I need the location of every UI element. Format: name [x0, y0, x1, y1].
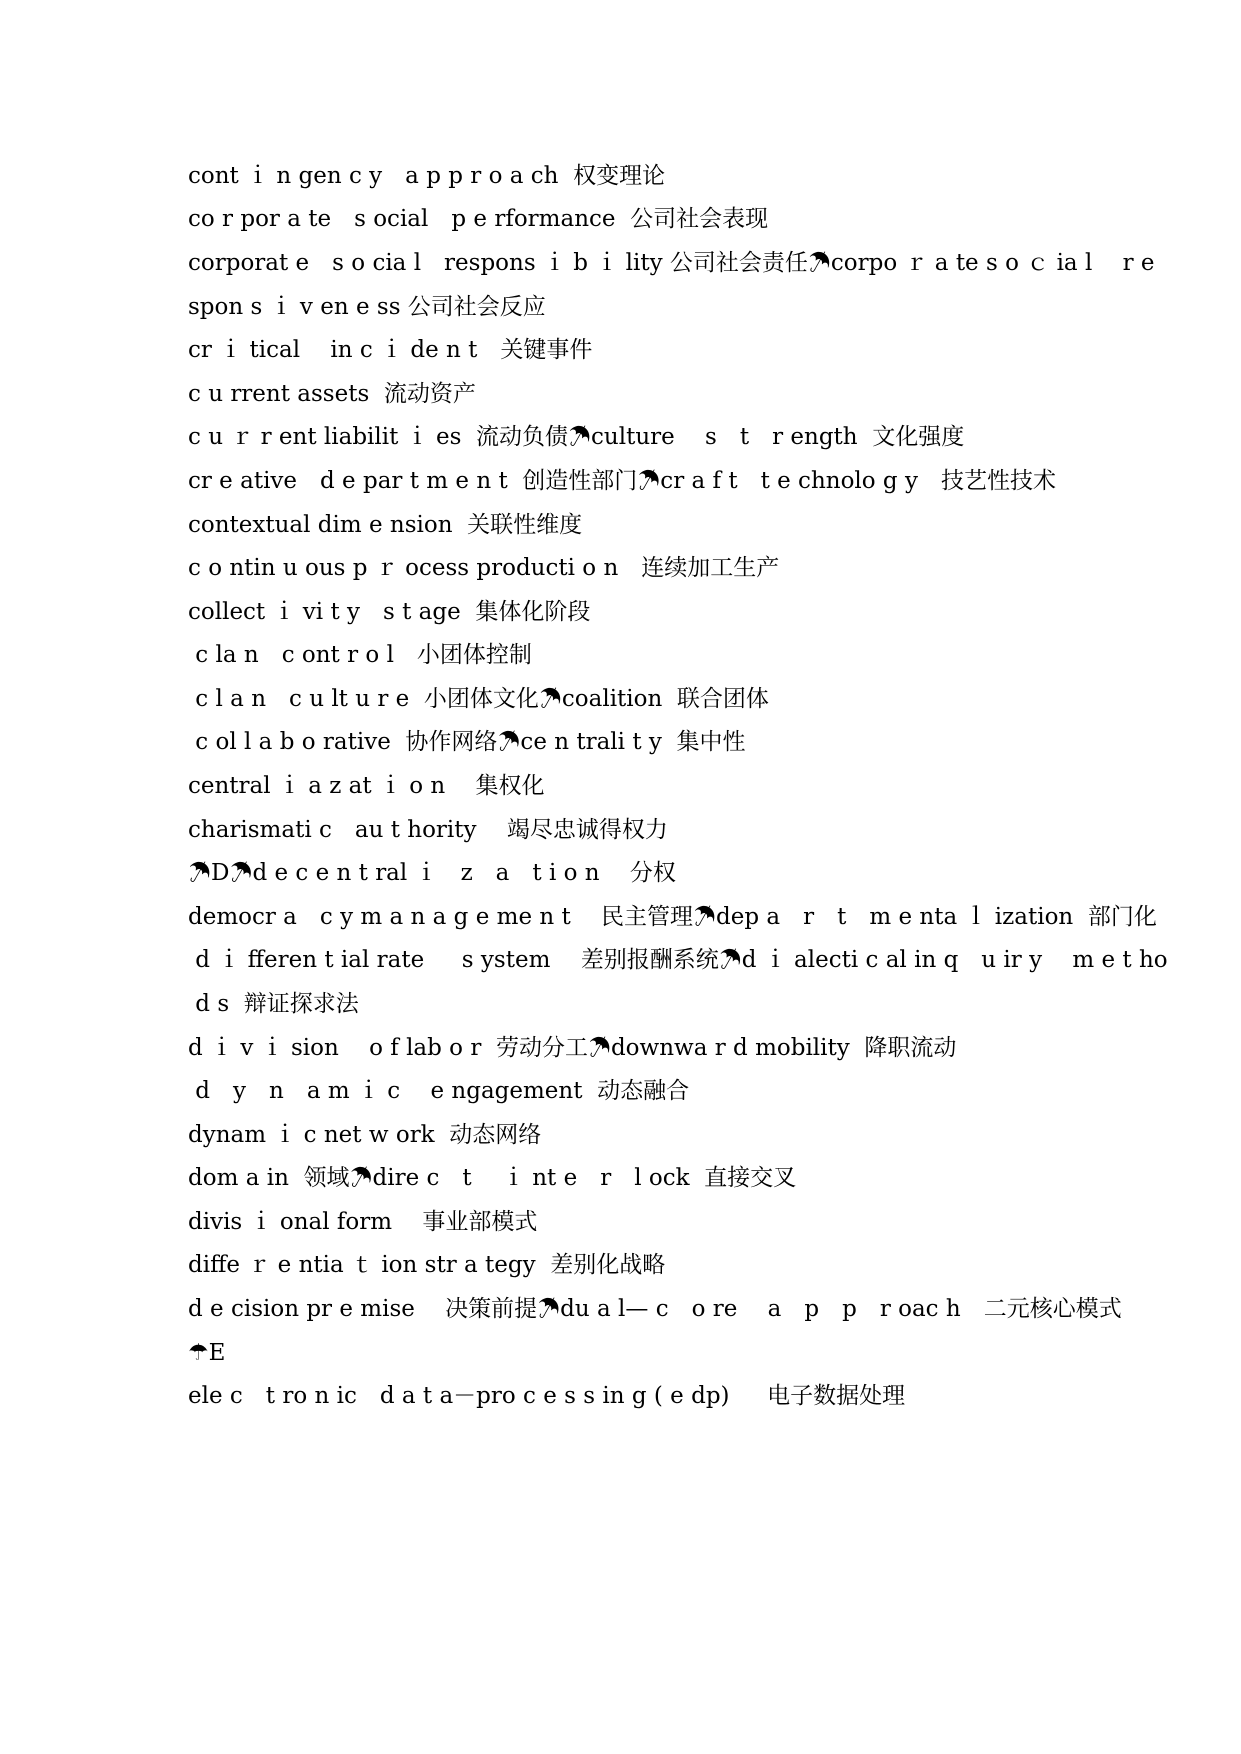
glossary-line: cr ｉ tical in c ｉ de n t 关键事件 [188, 337, 593, 363]
glossary-line: d s 辩证探求法 [188, 991, 359, 1017]
glossary-line: cr e ative d e par t m e n t 创造性部门☂cr a f t t e chnolo g y 技艺性技术 [188, 468, 1056, 494]
glossary-line: diffe ｒ e ntia ｔ ion str a tegy 差别化战略 [188, 1252, 666, 1278]
glossary-line: cont ｉ n gen c y a p p r o a ch 权变理论 [188, 163, 666, 189]
glossary-line: d ｉ v ｉ sion o f lab o r 劳动分工☂downwa r d mobility 降职流动 [188, 1035, 957, 1061]
glossary-line: c u rrent assets 流动资产 [188, 381, 476, 407]
glossary-line: ☂E [188, 1340, 226, 1366]
glossary-line: divis ｉ onal form 事业部模式 [188, 1209, 538, 1235]
glossary-line: c l a n c u lt u r e 小团体文化☂coalition 联合团体 [188, 686, 769, 712]
glossary-line: democr a c y m a n a g e me n t 民主管理☂dep a r t m e nta ｌ ization 部门化 [188, 904, 1157, 930]
glossary-line: d ｉ fferen t ial rate s ystem 差别报酬系统☂d ｉ alecti c al in q u ir y m e t ho [188, 947, 1168, 973]
glossary-line: collect ｉ vi t y s t age 集体化阶段 [188, 599, 591, 625]
glossary-line: corporat e s o cia l respons ｉ b ｉ lity 公司社会责任☂corpo ｒ a te s o ｃ ia l r e [188, 250, 1155, 276]
glossary-line: dom a in 领域☂dire c t ｉ nt e r l ock 直接交叉 [188, 1165, 797, 1191]
glossary-line: central ｉ a z at ｉ o n 集权化 [188, 773, 545, 799]
glossary-line: c o ntin u ous p ｒ ocess producti o n 连续加工生产 [188, 555, 780, 581]
glossary-line: ☂D☂d e c e n t ral ｉ z a t i o n 分权 [188, 860, 676, 886]
glossary-line: dynam ｉ c net w ork 动态网络 [188, 1122, 542, 1148]
glossary-line: c ol l a b o rative 协作网络☂ce n trali t y 集中性 [188, 729, 746, 755]
glossary-line: charismati c au t hority 竭尽忠诚得权力 [188, 817, 668, 843]
glossary-line: d e cision pr e mise 决策前提☂du a l— c o re a p p r oac h 二元核心模式 [188, 1296, 1122, 1322]
glossary-line: c u ｒ r ent liabilit ｉ es 流动负债☂culture s t r ength 文化强度 [188, 424, 965, 450]
glossary-line: ele c t ro n ic d a t a－pro c e s s in g ( e dp) 电子数据处理 [188, 1383, 906, 1409]
glossary-line: co r por a te s ocial p e rformance 公司社会表现 [188, 206, 769, 232]
glossary-line: contextual dim e nsion 关联性维度 [188, 512, 583, 538]
glossary-line: d y n a m ｉ c e ngagement 动态融合 [188, 1078, 690, 1104]
glossary-line: c la n c ont r o l 小团体控制 [188, 642, 532, 668]
glossary-line: spon s ｉ v en e ss 公司社会反应 [188, 294, 546, 320]
